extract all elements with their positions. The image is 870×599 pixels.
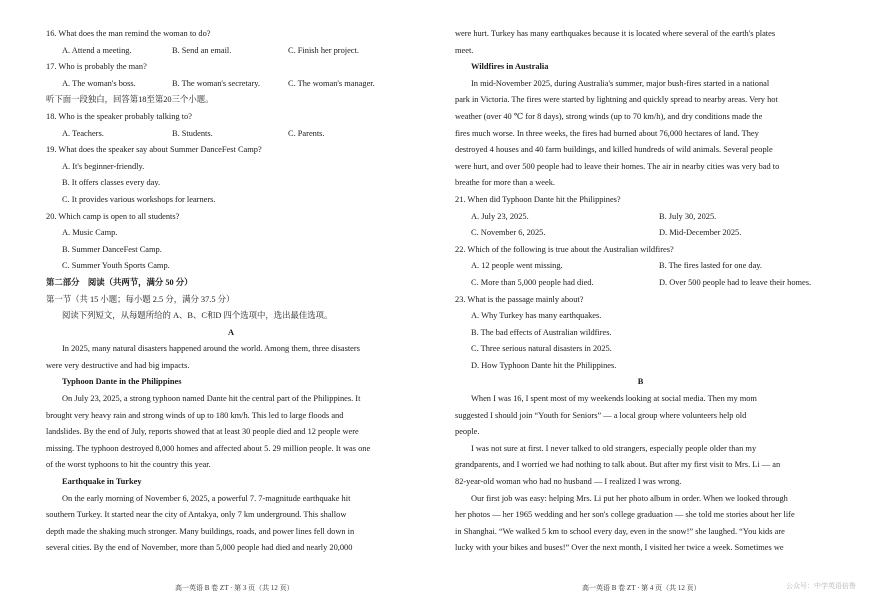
option-c: C. Finish her project. xyxy=(288,45,359,55)
passage-b-line: suggested I should join “Youth for Seniors” — a local group where volunteers help old xyxy=(455,410,747,420)
wildfire-heading: Wildfires in Australia xyxy=(471,62,549,72)
passage-b-line: lucky with your bikes and buses!” Over the next month, I visited her twice a week. Sometimes we xyxy=(455,543,784,553)
question-22-stem: 22. Which of the following is true about the Australian wildfires? xyxy=(455,244,674,254)
option-c: C. More than 5,000 people had died. xyxy=(471,277,594,287)
option-c: C. Three serious natural disasters in 2025. xyxy=(471,344,612,354)
wildfire-line: fires much worse. In three weeks, the fires had burned about 76,000 hectares of land. They xyxy=(455,128,759,138)
option-d: D. Over 500 people had to leave their homes. xyxy=(659,277,812,287)
earthquake-line: southern Turkey. It started near the city of Antakya, only 7 km underground. This shallow xyxy=(46,510,347,520)
passage-b-line: When I was 16, I spent most of my weekends looking at social media. Then my mom xyxy=(471,394,757,404)
option-d: D. How Typhoon Dante hit the Philippines. xyxy=(471,360,617,370)
passage-b-line: in Shanghai. “We walked 5 km to school every day, even in the snow!” she laughed. “You kids are xyxy=(455,526,785,536)
wildfire-line: weather (over 40 ℃ for 8 days), strong winds (up to 70 km/h), and dry conditions made the xyxy=(455,111,763,121)
option-b: B. The woman's secretary. xyxy=(172,78,261,88)
typhoon-line: brought very heavy rain and strong winds of up to 180 km/h. This led to large floods and xyxy=(46,410,344,420)
intro-line: In 2025, many natural disasters happened around the world. Among them, three disasters xyxy=(62,344,360,354)
typhoon-line: On July 23, 2025, a strong typhoon named Dante hit the central part of the Philippines. It xyxy=(62,394,361,404)
option-c: C. Summer Youth Sports Camp. xyxy=(62,261,170,271)
option-a: A. The woman's boss. xyxy=(62,78,136,88)
option-a: A. Music Camp. xyxy=(62,228,118,238)
page-footer-right: 高一英语 B 卷 ZT · 第 4 页（共 12 页） xyxy=(582,584,701,592)
question-17-stem: 17. Who is probably the man? xyxy=(46,62,147,72)
watermark: 公众号：中学英语倍鲁 xyxy=(786,582,856,590)
wildfire-line: In mid-November 2025, during Australia's summer, major bush-fires started in a national xyxy=(471,78,770,88)
intro-line: were very destructive and had big impacts. xyxy=(46,360,190,370)
option-a: A. July 23, 2025. xyxy=(471,211,529,221)
option-b: B. July 30, 2025. xyxy=(659,211,717,221)
passage-b-line: I was not sure at first. I never talked to old strangers, especially people older than my xyxy=(471,443,757,453)
instruction-18-20: 听下面一段独白，回答第18至第20三个小题。 xyxy=(46,95,214,105)
option-c: C. The woman's manager. xyxy=(288,78,375,88)
option-b: B. Students. xyxy=(172,128,213,138)
earthquake-line: meet. xyxy=(455,45,474,55)
question-21-stem: 21. When did Typhoon Dante hit the Philippines? xyxy=(455,194,621,204)
wildfire-line: breathe for more than a week. xyxy=(455,178,555,188)
earthquake-line: depth made the shaking much stronger. Many buildings, roads, and power lines fell down in xyxy=(46,526,355,536)
option-c: C. It provides various workshops for learners. xyxy=(62,194,216,204)
option-b: B. Send an email. xyxy=(172,45,232,55)
passage-b-label: B xyxy=(637,377,644,387)
option-a: A. It's beginner-friendly. xyxy=(62,161,145,171)
passage-b-line: 82-year-old woman who had no husband — I realized I was wrong. xyxy=(455,477,682,487)
question-21-options-cd xyxy=(455,225,826,242)
option-c: C. November 6, 2025. xyxy=(471,228,546,238)
earthquake-line: On the early morning of November 6, 2025, a powerful 7. 7-magnitude earthquake hit xyxy=(62,493,351,503)
option-a: A. 12 people went missing. xyxy=(471,261,563,271)
question-21-options-ab xyxy=(455,209,826,226)
question-18-stem: 18. Who is the speaker probably talking to? xyxy=(46,111,192,121)
question-23-stem: 23. What is the passage mainly about? xyxy=(455,294,584,304)
passage-b-line: her photos — her 1965 wedding and her son's college graduation — she told me stories about her life xyxy=(455,510,795,520)
passage-b-line: Our first job was easy: helping Mrs. Li put her photo album in order. When we looked through xyxy=(471,493,788,503)
option-b: B. Summer DanceFest Camp. xyxy=(62,244,162,254)
option-d: D. Mid-December 2025. xyxy=(659,228,742,238)
question-22-options-cd xyxy=(455,275,826,292)
part-2-heading: 第二部分 阅读（共两节，满分 50 分） xyxy=(46,277,193,287)
option-b: B. The fires lasted for one day. xyxy=(659,261,763,271)
typhoon-line: missing. The typhoon destroyed 8,000 homes and affected about 5. 29 million people. It was one xyxy=(46,443,371,453)
wildfire-line: park in Victoria. The fires were started by lightning and quickly spread to nearby areas. Very hot xyxy=(455,95,778,105)
passage-b-line: grandparents, and I worried we had nothing to talk about. But after my first visit to Mrs. Li — an xyxy=(455,460,781,470)
option-b: B. It offers classes every day. xyxy=(62,178,161,188)
option-a: A. Attend a meeting. xyxy=(62,45,132,55)
question-22-options-ab xyxy=(455,258,826,275)
question-19-stem: 19. What does the speaker say about Summer DanceFest Camp? xyxy=(46,145,262,155)
typhoon-line: of the worst typhoons to hit the country this year. xyxy=(46,460,211,470)
passage-b-line: people. xyxy=(455,427,480,437)
wildfire-line: destroyed 4 houses and 40 farm buildings, and killed hundreds of wild animals. Several people xyxy=(455,145,773,155)
wildfire-line: were hurt, and over 500 people had to leave their homes. The air in nearby cities was very bad to xyxy=(455,161,780,171)
option-a: A. Why Turkey has many earthquakes. xyxy=(471,311,602,321)
question-16-stem: 16. What does the man remind the woman to do? xyxy=(46,29,211,38)
option-a: A. Teachers. xyxy=(62,128,104,138)
typhoon-line: landslides. By the end of July, reports showed that at least 30 people died and 12 people were xyxy=(46,427,359,437)
question-18-options xyxy=(46,126,416,143)
typhoon-heading: Typhoon Dante in the Philippines xyxy=(62,377,182,387)
earthquake-heading: Earthquake in Turkey xyxy=(62,477,142,487)
question-17-options xyxy=(46,76,416,93)
question-16-options xyxy=(46,43,416,60)
left-column xyxy=(46,26,416,557)
earthquake-line: several cities. By the end of November, more than 5,000 people had died and nearly 20,000 xyxy=(46,543,353,553)
option-c: C. Parents. xyxy=(288,128,325,138)
question-20-stem: 20. Which camp is open to all students? xyxy=(46,211,180,221)
passage-a-label: A xyxy=(227,327,235,337)
reading-instruction: 阅读下列短文，从每题所给的 A、B、C和D 四个选项中，选出最佳选项。 xyxy=(62,311,333,321)
earthquake-line: were hurt. Turkey has many earthquakes because it is located where several of the earth's plates xyxy=(455,29,776,38)
section-1-heading: 第一节（共 15 小题；每小题 2.5 分，满分 37.5 分） xyxy=(46,294,235,304)
right-column xyxy=(455,26,826,557)
option-b: B. The bad effects of Australian wildfires. xyxy=(471,327,612,337)
page-footer-left: 高一英语 B 卷 ZT · 第 3 页（共 12 页） xyxy=(175,584,294,592)
